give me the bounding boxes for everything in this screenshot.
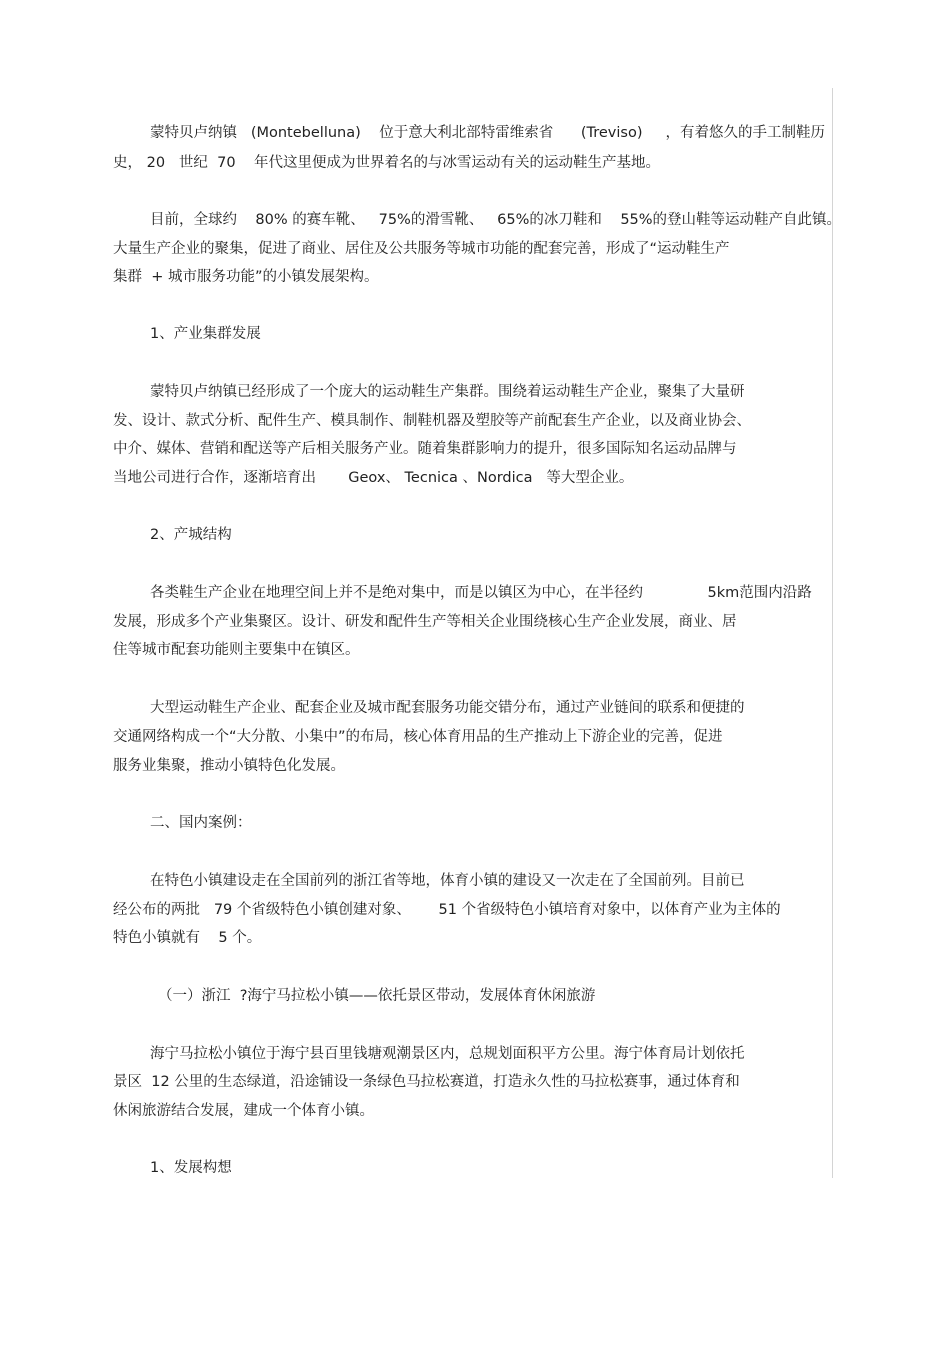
paragraph-line: 海宁马拉松小镇位于海宁县百里钱塘观潮景区内，总规划面积平方公里。海宁体育局计划依托 — [150, 1046, 745, 1062]
paragraph-line: 特色小镇就有 5 个。 — [113, 930, 262, 946]
case-heading: （一）浙江 ?海宁马拉松小镇——依托景区带动，发展体育休闲旅游 — [158, 988, 596, 1004]
paragraph-line: 住等城市配套功能则主要集中在镇区。 — [113, 642, 360, 658]
section-heading: 二、国内案例： — [150, 815, 252, 831]
section-heading: 1、产业集群发展 — [150, 326, 261, 342]
paragraph-line: 各类鞋生产企业在地理空间上并不是绝对集中，而是以镇区为中心，在半径约 5km范围内沿路 — [150, 585, 812, 601]
paragraph-line: 史， 20 世纪 70 年代这里便成为世界着名的与冰雪运动有关的运动鞋生产基地。 — [113, 155, 660, 171]
paragraph-line: 服务业集聚，推动小镇特色化发展。 — [113, 758, 345, 774]
section-heading: 1、发展构想 — [150, 1160, 232, 1176]
paragraph-line: 目前，全球约 80% 的赛车靴、 75%的滑雪靴、 65%的冰刀鞋和 55%的登山鞋等运动鞋产自此镇。 — [150, 212, 842, 228]
paragraph-line: 景区 12 公里的生态绿道，沿途铺设一条绿色马拉松赛道，打造永久性的马拉松赛事，通过体育和 — [113, 1074, 740, 1090]
paragraph-line: 休闲旅游结合发展，建成一个体育小镇。 — [113, 1103, 374, 1119]
paragraph-line: 交通网络构成一个“大分散、小集中”的布局，核心体育用品的生产推动上下游企业的完善，促进 — [113, 729, 723, 745]
paragraph-line: 发、设计、款式分析、配件生产、模具制作、制鞋机器及塑胶等产前配套生产企业，以及商业协会、 — [113, 413, 751, 429]
paragraph-line: 大量生产企业的聚集，促进了商业、居住及公共服务等城市功能的配套完善，形成了“运动鞋生产 — [113, 241, 730, 257]
paragraph-line: 中介、媒体、营销和配送等产后相关服务产业。随着集群影响力的提升，很多国际知名运动品牌与 — [113, 441, 737, 457]
paragraph-line: 蒙特贝卢纳镇已经形成了一个庞大的运动鞋生产集群。围绕着运动鞋生产企业，聚集了大量研 — [150, 384, 745, 400]
paragraph-line: 在特色小镇建设走在全国前列的浙江省等地，体育小镇的建设又一次走在了全国前列。目前已 — [150, 873, 745, 889]
section-heading: 2、产城结构 — [150, 527, 232, 543]
paragraph-line: 发展，形成多个产业集聚区。设计、研发和配件生产等相关企业围绕核心生产企业发展，商业、居 — [113, 614, 737, 630]
paragraph-line: 经公布的两批 79 个省级特色小镇创建对象、 51 个省级特色小镇培育对象中，以体育产业为主体的 — [113, 902, 781, 918]
paragraph-line: 当地公司进行合作，逐渐培育出 Geox、 Tecnica 、Nordica 等大型企业。 — [113, 470, 634, 486]
paragraph-line: 集群 + 城市服务功能”的小镇发展架构。 — [113, 269, 379, 285]
paragraph-line: 蒙特贝卢纳镇 (Montebelluna) 位于意大利北部特雷维索省 (Treviso) ，有着悠久的手工制鞋历 — [150, 125, 826, 141]
paragraph-line: 大型运动鞋生产企业、配套企业及城市配套服务功能交错分布，通过产业链间的联系和便捷的 — [150, 700, 745, 716]
page-margin-rule — [832, 88, 833, 1178]
